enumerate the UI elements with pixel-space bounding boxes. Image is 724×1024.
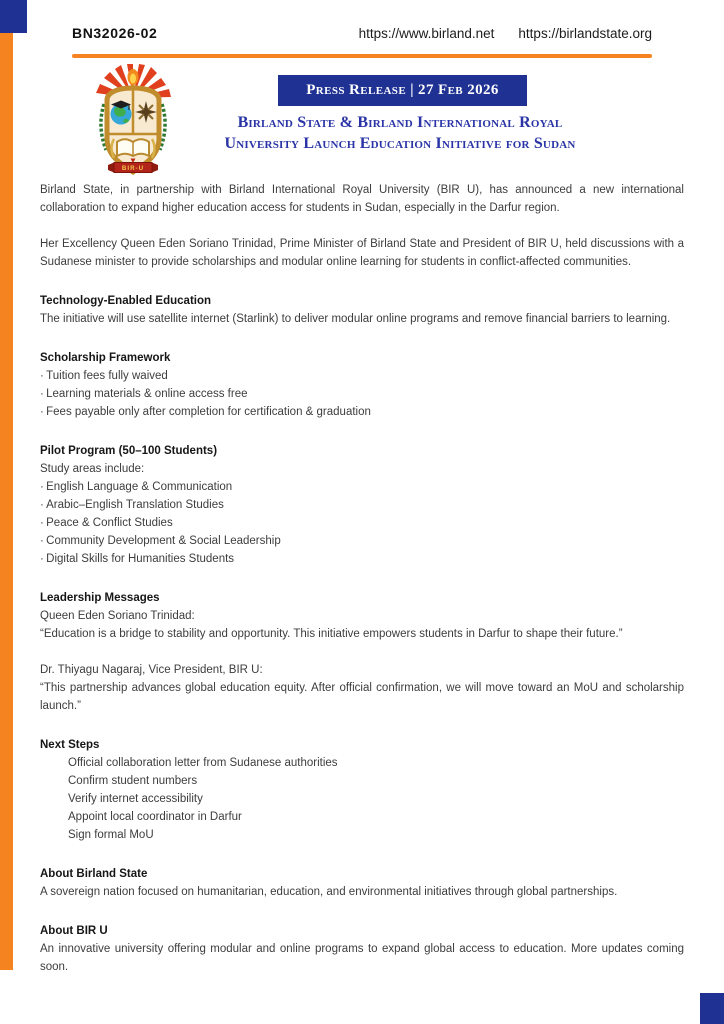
next-step-item: Sign formal MoU bbox=[68, 829, 154, 841]
technology-paragraph: The initiative will use satellite internet (Starlink) to deliver modular online programs and remove financial barriers to learning. bbox=[40, 313, 671, 325]
next-step-item: Verify internet accessibility bbox=[68, 793, 203, 805]
bullet-item: · Community Development & Social Leadership bbox=[40, 532, 684, 550]
logo-ribbon-text: BIR-U bbox=[121, 165, 145, 172]
next-steps-list bbox=[40, 754, 684, 844]
scholarship-bullet-list bbox=[40, 367, 684, 421]
pilot-program-intro: Study areas include: bbox=[40, 463, 145, 475]
left-edge-stripe bbox=[0, 33, 13, 970]
document-number: BN32026-02 bbox=[72, 25, 158, 41]
birlandstate-org-link[interactable]: https://birlandstate.org bbox=[518, 26, 652, 41]
section-heading-scholarship: Scholarship Framework bbox=[40, 352, 171, 364]
bottom-right-corner-block bbox=[700, 993, 724, 1024]
birland-net-link[interactable]: https://www.birland.net bbox=[358, 26, 495, 41]
intro-paragraph-2: Her Excellency Queen Eden Soriano Trinidad, Prime Minister of Birland State and President of BIR U, held discussions with a Sudanese minister to provide scholarships and modular online learning for students in conflict-affected communities. bbox=[40, 238, 684, 268]
logo-ribbon bbox=[108, 163, 158, 173]
header bbox=[72, 25, 652, 41]
leadership-speaker-2: Dr. Thiyagu Nagaraj, Vice President, BIR U: bbox=[40, 664, 263, 676]
section-heading-next-steps: Next Steps bbox=[40, 739, 100, 751]
section-heading-about-birland-state: About Birland State bbox=[40, 868, 148, 880]
bullet-item: · Tuition fees fully waived bbox=[40, 367, 684, 385]
section-heading-technology: Technology-Enabled Education bbox=[40, 295, 212, 307]
about-birland-state-paragraph: A sovereign nation focused on humanitarian, education, and environmental initiatives through global partnerships. bbox=[40, 886, 618, 898]
bullet-item: · English Language & Communication bbox=[40, 478, 684, 496]
header-links bbox=[359, 26, 652, 41]
title-line-2: University Launch Education Initiative for Sudan bbox=[224, 135, 576, 152]
next-step-item: Confirm student numbers bbox=[68, 775, 198, 787]
bullet-item: · Digital Skills for Humanities Students bbox=[40, 550, 684, 568]
about-bir-u-paragraph: An innovative university offering modular and online programs to expand global access to education. More updates coming soon. bbox=[40, 943, 684, 973]
leadership-quote-2: “This partnership advances global education equity. After official confirmation, we will move toward an MoU and scholarship launch.” bbox=[40, 682, 684, 712]
document-body bbox=[40, 181, 684, 976]
title-line-1: Birland State & Birland International Royal bbox=[237, 114, 563, 131]
section-heading-leadership: Leadership Messages bbox=[40, 592, 160, 604]
section-heading-about-bir-u: About BIR U bbox=[40, 925, 108, 937]
section-heading-pilot-program: Pilot Program (50–100 Students) bbox=[40, 445, 218, 457]
press-release-banner-label: Press Release | 27 Feb 2026 bbox=[306, 82, 499, 98]
orange-divider-rule bbox=[72, 54, 652, 58]
page-title bbox=[120, 112, 680, 154]
bullet-item: · Arabic–English Translation Studies bbox=[40, 496, 684, 514]
pilot-program-bullet-list bbox=[40, 478, 684, 568]
bullet-item: · Peace & Conflict Studies bbox=[40, 514, 684, 532]
bullet-item: · Fees payable only after completion for certification & graduation bbox=[40, 403, 684, 421]
top-left-corner-block bbox=[0, 0, 27, 33]
leadership-quote-1: “Education is a bridge to stability and opportunity. This initiative empowers students in Darfur to shape their future.” bbox=[40, 628, 623, 640]
press-release-banner bbox=[278, 75, 527, 106]
bullet-item: · Learning materials & online access free bbox=[40, 385, 684, 403]
next-step-item: Appoint local coordinator in Darfur bbox=[68, 811, 242, 823]
leadership-speaker-1: Queen Eden Soriano Trinidad: bbox=[40, 610, 195, 622]
intro-paragraph-1: Birland State, in partnership with Birland International Royal University (BIR U), has announced a new international collaboration to expand higher education access for students in Sudan, especially in the Darfur region. bbox=[40, 184, 684, 214]
next-step-item: Official collaboration letter from Sudanese authorities bbox=[68, 757, 338, 769]
